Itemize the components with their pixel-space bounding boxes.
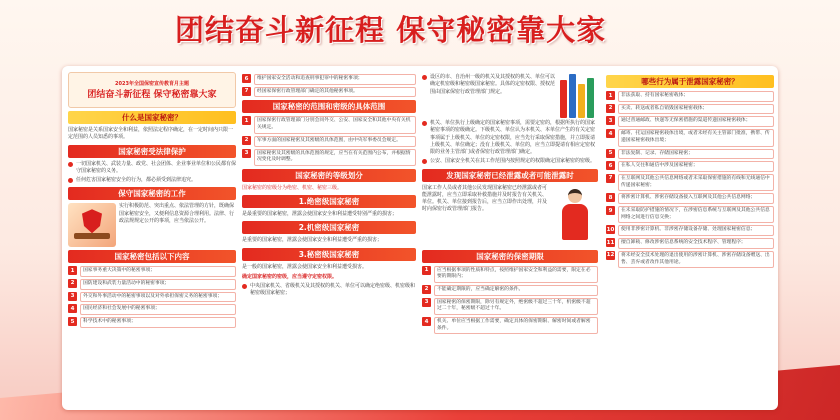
header-banner [0, 0, 840, 60]
list-item-text: 买卖、转送或者私自销毁国家秘密载体； [618, 104, 774, 115]
item-number: 5 [606, 149, 615, 158]
level-title: 3.秘密级国家秘密 [242, 248, 416, 261]
list-item-text: 擅自卸载、修改涉密信息系统的安全技术程序、管理程序； [618, 238, 774, 249]
list-item-text: 通过普通邮政、快递等无保密措施的渠道传递国家秘密载体； [618, 116, 774, 127]
section-text: 国家工作人员或者其他公民发现国家秘密已经泄露或者可能泄露时，应当立即采取补救措施并及时报告有关机关、单位。机关、单位接到报告后，应当立即作出处理，并及时向保密行政管理部门报告。 [422, 184, 548, 213]
list-item-text: 国家秘密的保密期限，除另有规定外，绝密级不超过三十年，机密级不超过二十年，秘密级不超过十年。 [434, 298, 598, 315]
list-item-text: 设区的市、自治州一级的机关及其授权的机关、单位可以确定机密级和秘密级国家秘密。具体的定密权限、授权范围由国家保密行政管理部门规定。 [430, 74, 556, 95]
illustration-block [68, 203, 236, 247]
list-item [606, 251, 774, 268]
list-item-text: 在私人交往和通信中涉及国家秘密； [618, 161, 774, 172]
item-number: 3 [606, 116, 615, 125]
level-description: 是一般的国家秘密，泄露会使国家安全和利益遭受损害。 [242, 263, 368, 270]
list-item-text: 外交和外事活动中的秘密事项以及对外承担保密义务的秘密事项； [80, 292, 236, 303]
list-item-text: 军事方面的国家秘密及其密级的具体范围，由中央军事委员会规定。 [254, 136, 416, 147]
section-title: 国家秘密的等级划分 [242, 169, 416, 182]
list-item [422, 120, 598, 156]
item-number: 3 [422, 298, 431, 307]
section-title: 发现国家秘密已经泄露或者可能泄露时 [422, 169, 598, 182]
list-item [68, 292, 236, 303]
list-item-text: 国防建设和武装力量活动中的秘密事项； [80, 279, 236, 290]
item-number: 12 [606, 252, 615, 259]
list-item-text: 将未经安全技术处理的退出使用的涉密计算机、涉密存储设备赠送、出售、丢弃或者改作其他用途。 [618, 251, 774, 268]
item-number: 2 [422, 285, 431, 294]
list-item [606, 174, 774, 191]
level-title: 1.绝密级国家秘密 [242, 195, 416, 208]
theme-banner [68, 72, 236, 108]
item-number: 10 [606, 226, 615, 233]
list-item [606, 116, 774, 127]
item-number: 11 [606, 239, 615, 246]
bullet-icon [422, 159, 427, 164]
section-title: 哪些行为属于泄露国家秘密？ [606, 75, 774, 88]
list-item [68, 304, 236, 315]
list-item [422, 158, 598, 165]
books-illustration [560, 72, 598, 118]
list-item [422, 298, 598, 315]
list-item [68, 266, 236, 277]
column-3 [422, 72, 598, 406]
list-item-text: 维护国家安全活动和追查刑事犯罪中的秘密事项； [254, 74, 416, 85]
list-item-text: 公安、国家安全机关在其工作范围内按照规定的权限确定国家秘密的密级。 [430, 158, 596, 165]
list-item [68, 161, 236, 176]
theme-banner-title: 团结奋斗新征程 保守秘密靠大家 [87, 90, 217, 100]
item-number: 9 [606, 206, 615, 215]
item-number: 7 [242, 87, 251, 96]
level-description: 是最重要的国家秘密，泄露会使国家安全和利益遭受特别严重的损害； [242, 211, 398, 218]
list-item-text: 不能确定期限的，应当确定解密的条件。 [434, 285, 598, 296]
item-number: 5 [68, 317, 77, 326]
list-item [606, 206, 774, 223]
list-item-text: 在互联网及其他公共信息网络或者未采取保密措施的有线和无线通信中传递国家秘密； [618, 174, 774, 191]
item-number: 4 [68, 304, 77, 313]
item-number: 8 [606, 193, 615, 202]
column-1 [68, 72, 236, 406]
list-item [606, 193, 774, 204]
column-2 [242, 72, 416, 406]
illustration-block [422, 185, 598, 247]
list-item [422, 74, 557, 96]
section-intro: 国家秘密的密级分为绝密、机密、秘密三级。 [242, 184, 343, 191]
column-4 [606, 72, 774, 406]
list-item-text: 国家秘密及其密级的具体范围的规定，应当在有关范围内公布，并根据情况变化及时调整。 [254, 149, 416, 166]
list-item [606, 161, 774, 172]
list-item [422, 266, 598, 283]
list-item [242, 136, 416, 147]
item-number: 2 [68, 279, 77, 288]
item-number: 1 [68, 266, 77, 275]
list-item [606, 104, 774, 115]
law-shield-illustration [68, 203, 116, 247]
list-item-text: 非法复制、记录、存储国家秘密； [618, 149, 774, 160]
list-item-text: 机关、单位执行上级确定的国家秘密事项，需要定密的，根据所执行的国家秘密事项的密级确定。下级机关、单位认为本机关、本单位产生的有关定密事项属于上级机关、单位的定密权限，应当先行采取保密措施，并立即报请上级机关、单位确定；没有上级机关、单位的，应当立即提请有相应定密权限的业务主管部门或者保密行政管理部门确定。 [430, 120, 596, 155]
top-block [422, 72, 598, 118]
list-item [68, 279, 236, 290]
section-text: 实行积极防范、突出重点、依法管理的方针，既确保国家秘密安全，又便利信息资源合理利用。法律、行政法规规定公开的事项，应当依法公开。 [119, 203, 235, 224]
list-item [242, 149, 416, 166]
list-item-text: 国家保密行政管理部门分别会同外交、公安、国家安全和其他中央有关机关规定。 [254, 116, 416, 133]
list-item-text: 将涉密计算机、涉密存储设备接入互联网及其他公共信息网络； [618, 193, 774, 204]
list-item [606, 238, 774, 249]
item-number: 2 [606, 104, 615, 113]
bullet-icon [242, 284, 247, 289]
list-item [242, 74, 416, 85]
section-title: 国家秘密包括以下内容 [68, 250, 236, 263]
list-item-text: 邮寄、托运国家秘密载体出境，或者未经有关主管部门批准，携带、传递国家秘密载体出境； [618, 129, 774, 146]
list-item-text: 科学技术中的秘密事项； [80, 317, 236, 328]
list-item-text: 一切国家机关、武装力量、政党、社会团体、企业事业单位和公民都有保守国家秘密的义务。 [76, 160, 236, 174]
level-description: 是重要的国家秘密，泄露会使国家安全和利益遭受严重的损害； [242, 237, 383, 244]
list-item-text: 非法获取、持有国家秘密载体； [618, 91, 774, 102]
bullet-icon [68, 178, 73, 183]
list-item [68, 177, 236, 184]
section-title: 国家秘密受法律保护 [68, 145, 236, 158]
closing-heading: 确定国家秘密的密级，应当遵守定密权限。 [242, 273, 338, 280]
list-item [242, 283, 416, 298]
list-item-text: 使用非涉密计算机、非涉密存储设备存储、处理国家秘密信息； [618, 225, 774, 236]
list-item [422, 285, 598, 296]
item-number: 4 [606, 129, 615, 138]
list-item [242, 87, 416, 98]
list-item-text: 国家事务重大决策中的秘密事项； [80, 266, 236, 277]
section-title: 保守国家秘密的工作 [68, 187, 236, 200]
list-item [606, 225, 774, 236]
bullet-icon [422, 121, 427, 126]
theme-banner-subtitle: 2023年全国保密宣传教育月主题 [115, 81, 189, 87]
level-title: 2.机密级国家秘密 [242, 221, 416, 234]
list-item [422, 317, 598, 334]
section-text: 国家秘密是关系国家安全和利益，依照法定程序确定，在一定时间内只限一定范围的人员知悉的事项。 [68, 127, 234, 141]
presenter-illustration [552, 185, 598, 247]
list-item [606, 149, 774, 160]
page-title: 团结奋斗新征程 保守秘密靠大家 [175, 13, 607, 47]
item-number: 1 [242, 116, 251, 125]
list-item [242, 116, 416, 133]
list-item [606, 91, 774, 102]
item-number: 2 [242, 136, 251, 145]
item-number: 6 [606, 161, 615, 170]
list-item-text: 机关、单位应当根据工作需要，确定具体的保密期限、解密时间或者解密条件。 [434, 317, 598, 334]
list-item-text: 应当根据事项的性质和特点，按照维护国家安全和利益的需要，限定在必要的期限内； [434, 266, 598, 283]
item-number: 1 [606, 91, 615, 100]
section-title: 国家秘密的保密期限 [422, 250, 598, 263]
item-number: 7 [606, 174, 615, 183]
list-item [606, 129, 774, 146]
list-item-text: 国民经济和社会发展中的秘密事项； [80, 304, 236, 315]
bullet-icon [422, 75, 427, 80]
item-number: 1 [422, 266, 431, 275]
item-number: 6 [242, 74, 251, 83]
list-item-text: 中央国家机关、省级机关及其授权的机关、单位可以确定绝密级、机密级和秘密级国家秘密； [250, 283, 416, 297]
list-item-text: 经国家保密行政管理部门确定的其他秘密事项。 [254, 87, 416, 98]
bullet-icon [68, 162, 73, 167]
item-number: 4 [422, 317, 431, 326]
section-title: 国家秘密的范围和密级的具体范围 [242, 100, 416, 113]
section-title: 什么是国家秘密？ [68, 111, 236, 124]
item-number: 3 [242, 149, 251, 158]
list-item [68, 317, 236, 328]
list-item-text: 任何危害国家秘密安全的行为，都必须受到法律追究。 [76, 177, 197, 183]
list-item-text: 在未采取防护措施的情况下，在涉密信息系统与互联网及其他公共信息网络之间进行信息交换； [618, 206, 774, 223]
item-number: 3 [68, 292, 77, 301]
